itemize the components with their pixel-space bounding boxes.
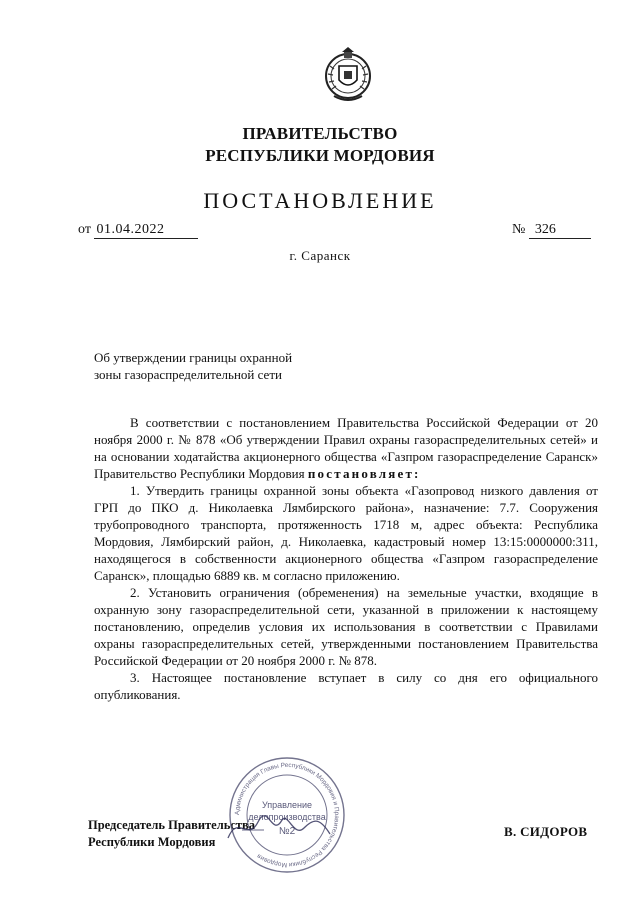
intro-paragraph bbox=[94, 414, 598, 482]
intro-text: В соответствии с постановлением Правительства Российской Федерации от 20 ноября 2000 г. № 878 «Об утверждении Правил охраны газораспределительных сетей» и на основании ходатайства акционерного общества «Газпром газораспределение Саранск» Правительство Республики Мордовия bbox=[94, 415, 598, 481]
point-3: 3. Настоящее постановление вступает в силу со дня его официального опубликования. bbox=[94, 670, 598, 702]
signatory-name: В. СИДОРОВ bbox=[504, 824, 588, 839]
document-date: 01.04.2022 bbox=[94, 222, 198, 239]
position-line-2: Республики Мордовия bbox=[88, 835, 216, 849]
city: г. Саранск bbox=[289, 248, 351, 263]
stamp-line-1: Управление bbox=[261, 800, 313, 810]
government-title: ПРАВИТЕЛЬСТВО bbox=[242, 124, 398, 143]
government-subtitle: РЕСПУБЛИКИ МОРДОВИЯ bbox=[205, 146, 435, 165]
document-body bbox=[94, 414, 598, 703]
date-prefix: от bbox=[78, 222, 91, 237]
date-line bbox=[78, 222, 198, 239]
number-prefix: № bbox=[512, 222, 526, 237]
handwritten-signature bbox=[224, 808, 334, 848]
document-number: 326 bbox=[529, 222, 591, 239]
subject-line-2: зоны газораспределительной сети bbox=[94, 367, 282, 382]
stamp-line-3: №2 bbox=[278, 826, 296, 837]
stamp-line-2: делопроизводства bbox=[248, 812, 326, 822]
document-subject bbox=[94, 349, 334, 383]
decree-word: постановляет: bbox=[307, 466, 421, 481]
number-line bbox=[512, 222, 591, 239]
position-line-1: Председатель Правительства bbox=[88, 818, 256, 832]
point-1: 1. Утвердить границы охранной зоны объекта «Газопровод низкого давления от ГРП до ПКО д. Николаевка Лямбирского района», назначение: 7.7. Сооружения трубопроводного транспорта, протяженность 1718 м, адрес объекта: Республика Мордовия, Лямбирский район, д. Николаевка, кадастровый номер 13:15:0000000:311, находящегося в собственности акционерного общества «Газпром газораспределение Саранск», площадью 6889 кв. м согласно приложению. bbox=[94, 483, 598, 583]
subject-line-1: Об утверждении границы охранной bbox=[94, 350, 293, 365]
stamp-ring-text: Администрация Главы Республики Мордовия и Правительства Республики Мордовия bbox=[233, 761, 341, 869]
coat-of-arms-icon bbox=[322, 44, 374, 106]
point-2: 2. Установить ограничения (обременения) на земельные участки, входящие в охранную зону газораспределительной сети, указанной в приложении к настоящему постановлению, определив условия их использования в соответствии с Правилами охраны газораспределительных сетей, утвержденными постановлением Правительства Российской Федерации от 20 ноября 2000 г. № 878. bbox=[94, 585, 598, 668]
document-type: ПОСТАНОВЛЕНИЕ bbox=[203, 188, 437, 213]
